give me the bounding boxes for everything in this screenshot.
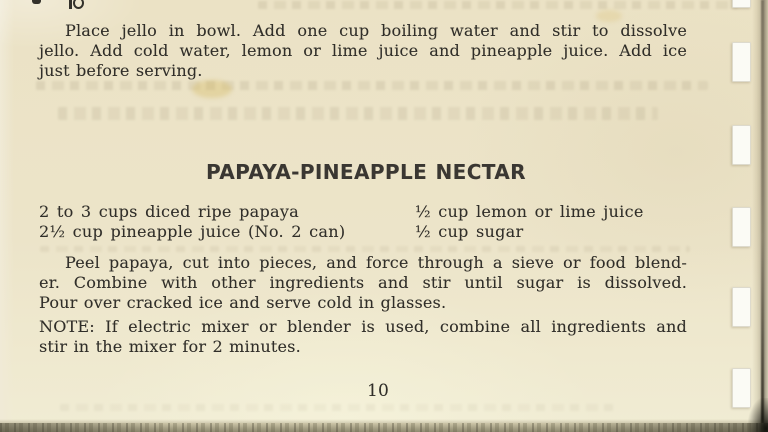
- paragraph-line: er. Combine with other ingredients and stir until sugar is dissolved.: [39, 273, 687, 292]
- ingredient-item: 2 to 3 cups diced ripe papaya: [39, 202, 300, 221]
- paragraph-line: jello. Add cold water, lemon or lime juice and pineapple juice. Add ice: [39, 41, 687, 60]
- bleed-through: [258, 1, 738, 9]
- bleed-through: [40, 246, 690, 252]
- stain: [192, 80, 232, 98]
- bottom-page-edge: [0, 423, 768, 432]
- page-edge-line: [761, 0, 764, 432]
- bleed-through: [36, 81, 708, 90]
- instructions-paragraph: [39, 253, 687, 313]
- paragraph-line: NOTE: If electric mixer or blender is used, combine all ingredients and: [39, 317, 687, 336]
- binding-hole: [732, 42, 751, 82]
- ingredient-item: ½ cup sugar: [415, 222, 524, 241]
- page-number: 10: [366, 381, 390, 401]
- corner-shadow: [748, 398, 768, 432]
- paragraph-line: Pour over cracked ice and serve cold in glasses.: [39, 293, 447, 312]
- ingredients-right-column: [415, 202, 715, 242]
- ingredient-item: 2½ cup pineapple juice (No. 2 can): [39, 222, 346, 241]
- note-paragraph: [39, 317, 687, 357]
- ingredients-left-column: [39, 202, 409, 242]
- bleed-through: [60, 404, 620, 411]
- intro-paragraph: [39, 21, 687, 81]
- ingredient-item: ½ cup lemon or lime juice: [415, 202, 644, 221]
- paragraph-line: Place jello in bowl. Add one cup boiling water and stir to dissolve: [65, 21, 687, 40]
- page-edge-shade: [752, 0, 768, 432]
- binding-hole: [732, 125, 751, 165]
- binding-hole: [732, 287, 751, 327]
- binding-hole: [732, 0, 751, 8]
- paragraph-line: Peel papaya, cut into pieces, and force through a sieve or food blend-: [65, 253, 687, 272]
- bleed-through: [58, 107, 658, 120]
- binding-hole: [732, 207, 751, 247]
- recipe-title: PAPAYA-PINEAPPLE NECTAR: [206, 160, 526, 184]
- cutoff-glyph: [32, 0, 41, 4]
- cutoff-glyph: [68, 0, 84, 10]
- paragraph-line: stir in the mixer for 2 minutes.: [39, 337, 301, 356]
- paragraph-line: just before serving.: [39, 61, 203, 80]
